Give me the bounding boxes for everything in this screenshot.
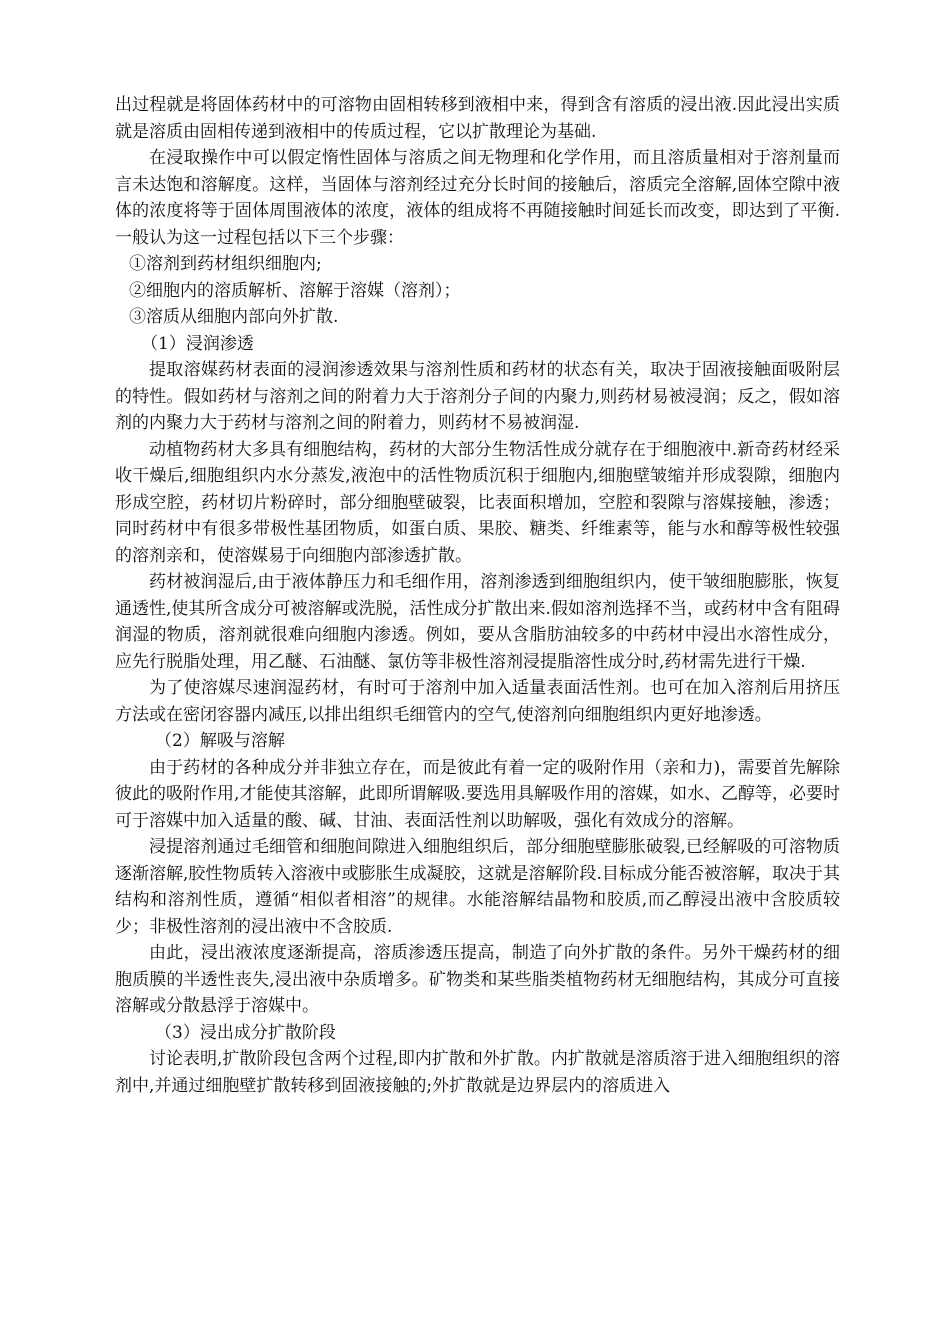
document-page [115, 92, 840, 1099]
section-heading-wetting: （1）浸润渗透 [141, 333, 254, 354]
paragraph-surfactant: 为了使溶媒尽速润湿药材，有时可于溶剂中加入适量表面活性剂。也可在加入溶剂后用挤压方法或在密闭容器内减压,以排出组织毛细管内的空气,使溶剂向细胞组织内更好地渗透。 [115, 678, 840, 725]
paragraph-swelling: 药材被润湿后,由于液体静压力和毛细作用，溶剂渗透到细胞组织内，使干皱细胞膨胀，恢复通透性,使其所含成分可被溶解或洗脱，活性成分扩散出来.假如溶剂选择不当，或药材中含有阻碍润湿的物质，溶剂就很难向细胞内渗透。例如，要从含脂肪油较多的中药材中浸出水溶性成分，应先行脱脂处理，用乙醚、石油醚、氯仿等非极性溶剂浸提脂溶性成分时,药材需先进行干燥. [115, 572, 840, 672]
step-item-2: ②细胞内的溶质解析、溶解于溶媒（溶剂）； [129, 280, 461, 301]
paragraph-concentration: 由此，浸出液浓度逐渐提高，溶质渗透压提高，制造了向外扩散的条件。另外干燥药材的细胞质膜的半透性丧失,浸出液中杂质增多。矿物类和某些脂类植物药材无细胞结构，其成分可直接溶解或分散悬浮于溶媒中。 [115, 943, 840, 1016]
paragraph-wetting-effect: 提取溶媒药材表面的浸润渗透效果与溶剂性质和药材的状态有关，取决于固液接触面吸附层的特性。假如药材与溶剂之间的附着力大于溶剂分子间的内聚力,则药材易被浸润；反之，假如溶剂的内聚力大于药材与溶剂之间的附着力，则药材不易被润湿. [115, 360, 840, 433]
section-heading-diffusion: （3）浸出成分扩散阶段 [155, 1022, 336, 1043]
paragraph-diffusion: 讨论表明,扩散阶段包含两个过程,即内扩散和外扩散。内扩散就是溶质溶于进入细胞组织的溶剂中,并通过细胞壁扩散转移到固液接触的;外扩散就是边界层内的溶质进入 [115, 1049, 840, 1096]
paragraph-equilibrium: 在浸取操作中可以假定惰性固体与溶质之间无物理和化学作用，而且溶质量相对于溶剂量而言未达饱和溶解度。这样，当固体与溶剂经过充分长时间的接触后，溶质完全溶解,固体空隙中液体的浓度将等于固体周围液体的浓度，液体的组成将不再随接触时间延长而改变，即达到了平衡.一般认为这一过程包括以下三个步骤： [115, 148, 840, 248]
section-heading-desorption: （2）解吸与溶解 [155, 731, 285, 751]
paragraph-desorption: 由于药材的各种成分并非独立存在，而是彼此有着一定的吸附作用（亲和力)，需要首先解除彼此的吸附作用,才能使其溶解，此即所谓解吸.要选用具解吸作用的溶媒，如水、乙醇等，必要时可于溶媒中加入适量的酸、碱、甘油、表面活性剂以助解吸，强化有效成分的溶解。 [115, 757, 840, 831]
step-item-1: ①溶剂到药材组织细胞内; [129, 254, 322, 274]
paragraph-cell-structure: 动植物药材大多具有细胞结构，药材的大部分生物活性成分就存在于细胞液中.新奇药材经采收干燥后,细胞组织内水分蒸发,液泡中的活性物质沉积于细胞内,细胞壁皱缩并形成裂隙，细胞内形成空腔，药材切片粉碎时，部分细胞壁破裂，比表面积增加，空腔和裂隙与溶媒接触，渗透；同时药材中有很多带极性基团物质，如蛋白质、果胶、糖类、纤维素等，能与水和醇等极性较强的溶剂亲和，使溶媒易于向细胞内部渗透扩散。 [115, 439, 840, 566]
paragraph-intro-continued: 出过程就是将固体药材中的可溶物由固相转移到液相中来，得到含有溶质的浸出液.因此浸出实质就是溶质由固相传递到液相中的传质过程，它以扩散理论为基础. [115, 95, 840, 142]
step-item-3: ③溶质从细胞内部向外扩散. [129, 307, 339, 327]
paragraph-dissolution: 浸提溶剂通过毛细管和细胞间隙进入细胞组织后，部分细胞壁膨胀破裂,已经解吸的可溶物质逐渐溶解,胶性物质转入溶液中或膨胀生成凝胶，这就是溶解阶段.目标成分能否被溶解，取决于其结构和溶剂性质，遵循“相似者相溶”的规律。水能溶解结晶物和胶质,而乙醇浸出液中含胶质较少；非极性溶剂的浸出液中不含胶质. [115, 837, 840, 937]
